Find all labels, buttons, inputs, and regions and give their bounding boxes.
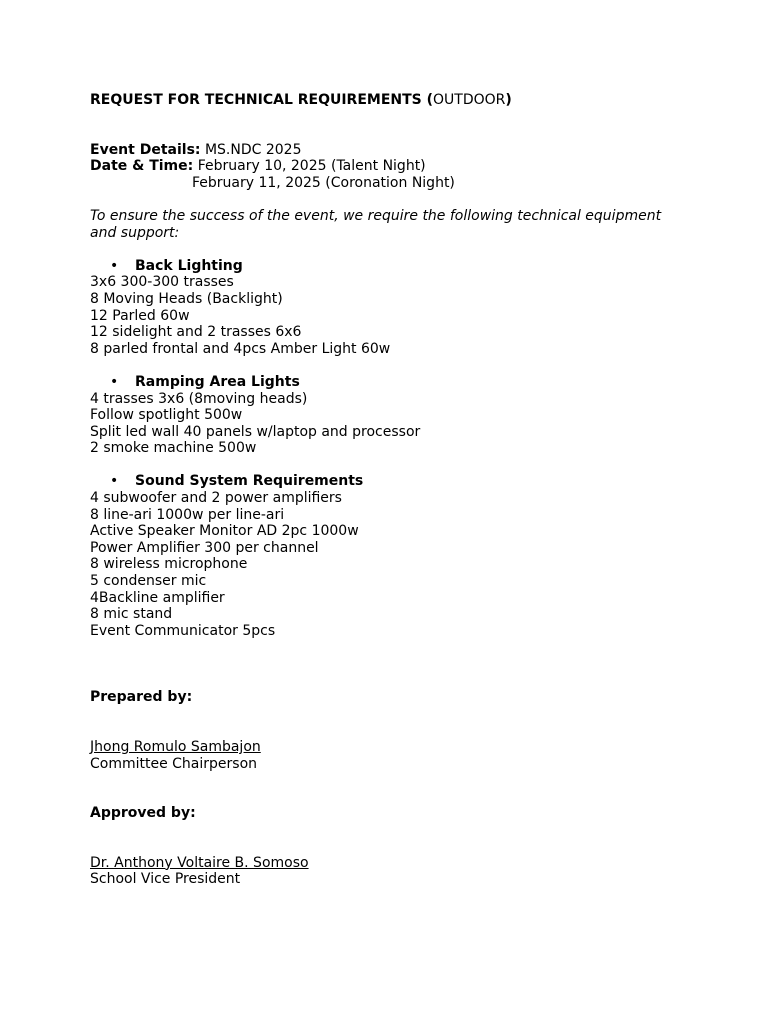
prepared-by-block	[90, 689, 680, 772]
section-heading-label: Ramping Area Lights	[135, 373, 300, 390]
prepared-by-label: Prepared by:	[90, 689, 193, 706]
list-item: Follow spotlight 500w	[90, 407, 243, 424]
list-item: 4 trasses 3x6 (8moving heads)	[90, 390, 308, 407]
list-item: 8 parled frontal and 4pcs Amber Light 60w	[90, 340, 391, 357]
section-heading	[90, 258, 680, 275]
section-ramping-area-lights	[90, 374, 680, 457]
title-outdoor: OUTDOOR	[433, 92, 506, 108]
list-item: 5 condenser mic	[90, 573, 207, 590]
event-details	[90, 142, 680, 192]
list-item: Power Amplifier 300 per channel	[90, 539, 319, 556]
bullet-icon: •	[110, 257, 119, 274]
list-item: 4 subwoofer and 2 power amplifiers	[90, 490, 342, 507]
list-item: 12 Parled 60w	[90, 307, 190, 324]
approved-by-block	[90, 805, 680, 888]
approved-by-role: School Vice President	[90, 871, 241, 888]
list-item: Event Communicator 5pcs	[90, 622, 276, 639]
section-back-lighting	[90, 258, 680, 358]
event-details-label: Event Details:	[90, 141, 201, 158]
prepared-by-role: Committee Chairperson	[90, 755, 258, 772]
date-time-value-1: February 10, 2025 (Talent Night)	[197, 158, 426, 175]
section-heading	[90, 473, 680, 490]
title-main: REQUEST FOR TECHNICAL REQUIREMENTS (	[90, 92, 434, 108]
list-item: 2 smoke machine 500w	[90, 440, 257, 457]
list-item: Split led wall 40 panels w/laptop and processor	[90, 423, 421, 440]
list-item: 8 line-ari 1000w per line-ari	[90, 506, 285, 523]
section-heading-label: Sound System Requirements	[135, 473, 364, 490]
list-item: 12 sidelight and 2 trasses 6x6	[90, 324, 302, 341]
list-item: 8 Moving Heads (Backlight)	[90, 290, 283, 307]
title-close: )	[505, 92, 512, 108]
document-title	[90, 92, 680, 109]
list-item: Active Speaker Monitor AD 2pc 1000w	[90, 523, 359, 540]
list-item: 8 mic stand	[90, 606, 173, 623]
section-sound-system	[90, 473, 680, 639]
date-time-value-2: February 11, 2025 (Coronation Night)	[192, 174, 455, 191]
date-time-row	[90, 158, 680, 175]
list-item: 8 wireless microphone	[90, 556, 248, 573]
list-item: 3x6 300-300 trasses	[90, 274, 234, 291]
prepared-by-name: Jhong Romulo Sambajon	[90, 739, 261, 755]
date-time-label: Date & Time:	[90, 158, 194, 175]
section-heading	[90, 374, 680, 391]
event-details-row	[90, 142, 680, 159]
list-item: 4Backline amplifier	[90, 589, 225, 606]
section-heading-label: Back Lighting	[135, 257, 243, 274]
document-page	[90, 92, 680, 888]
intro-paragraph: To ensure the success of the event, we require the following technical equipment and support:	[90, 207, 662, 241]
bullet-icon: •	[110, 373, 119, 390]
approved-by-label: Approved by:	[90, 805, 196, 822]
date-time-row-2	[90, 175, 680, 192]
bullet-icon: •	[110, 473, 119, 490]
event-details-value: MS.NDC 2025	[204, 141, 302, 158]
approved-by-name: Dr. Anthony Voltaire B. Somoso	[90, 854, 309, 871]
